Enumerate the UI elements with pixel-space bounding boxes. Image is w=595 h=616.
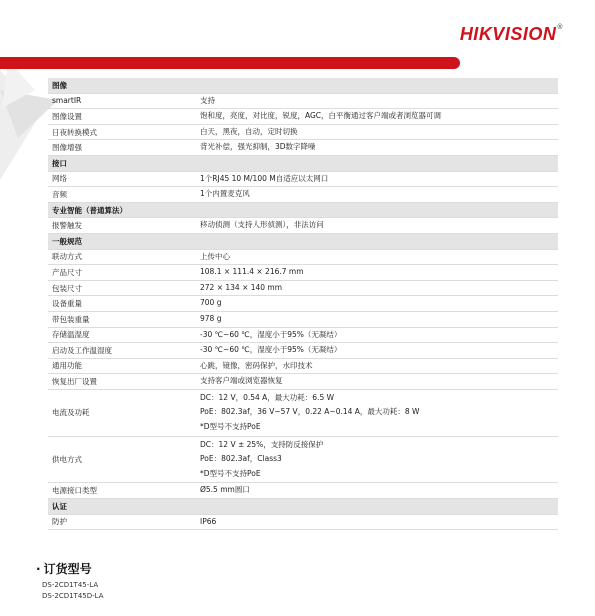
spec-value-line: 支持客户端或浏览器恢复 xyxy=(200,376,283,386)
spec-row xyxy=(48,358,558,374)
spec-key: smartIR xyxy=(48,93,196,109)
model-list xyxy=(42,580,104,602)
spec-value xyxy=(196,109,558,125)
spec-key: 防护 xyxy=(48,514,196,530)
spec-row xyxy=(48,327,558,343)
spec-row xyxy=(48,343,558,359)
spec-row xyxy=(48,483,558,499)
spec-row xyxy=(48,296,558,312)
spec-row xyxy=(48,171,558,187)
section-label: 专业智能（普通算法） xyxy=(48,202,558,218)
spec-value xyxy=(196,93,558,109)
spec-key: 电源接口类型 xyxy=(48,483,196,499)
spec-value xyxy=(196,218,558,234)
spec-value xyxy=(196,187,558,203)
spec-row xyxy=(48,109,558,125)
spec-key: 报警触发 xyxy=(48,218,196,234)
spec-value-line: PoE：802.3af，Class3 xyxy=(200,454,282,464)
red-header-bar xyxy=(0,57,460,69)
spec-row xyxy=(48,124,558,140)
spec-value-line: 978 g xyxy=(200,313,222,323)
spec-key: 存储温湿度 xyxy=(48,327,196,343)
spec-row xyxy=(48,436,558,483)
spec-value-line: 1个RJ45 10 M/100 M自适应以太网口 xyxy=(200,173,329,183)
spec-row xyxy=(48,374,558,390)
registered-mark: ® xyxy=(557,24,563,31)
spec-value-line: 饱和度，亮度，对比度，锐度，AGC，白平衡通过客户端或者浏览器可调 xyxy=(200,111,442,121)
spec-key: 音频 xyxy=(48,187,196,203)
spec-value xyxy=(196,249,558,265)
spec-key: 供电方式 xyxy=(48,436,196,483)
section-header-row xyxy=(48,233,558,249)
spec-value xyxy=(196,296,558,312)
spec-key: 联动方式 xyxy=(48,249,196,265)
spec-row xyxy=(48,218,558,234)
spec-value-line: 心跳，镜像，密码保护，水印技术 xyxy=(200,360,313,370)
spec-key: 通用功能 xyxy=(48,358,196,374)
spec-value-line: 背光补偿，强光抑制，3D数字降噪 xyxy=(200,142,316,152)
spec-key: 图像增强 xyxy=(48,140,196,156)
spec-value xyxy=(196,140,558,156)
spec-value-line: Ø5.5 mm圆口 xyxy=(200,485,250,495)
spec-value-line: DC：12 V ± 25%，支持防反接保护 xyxy=(200,439,324,449)
section-label: 认证 xyxy=(48,499,558,515)
spec-key: 图像设置 xyxy=(48,109,196,125)
spec-table-body xyxy=(48,78,558,530)
spec-value-line: DC：12 V，0.54 A，最大功耗：6.5 W xyxy=(200,392,335,402)
spec-value xyxy=(196,124,558,140)
section-header-row xyxy=(48,202,558,218)
spec-value-line: PoE：802.3af，36 V~57 V，0.22 A~0.14 A，最大功耗：8 W xyxy=(200,407,420,417)
spec-row xyxy=(48,265,558,281)
section-header-row xyxy=(48,499,558,515)
spec-row xyxy=(48,93,558,109)
model-item: DS-2CD1T45-LA xyxy=(42,581,99,589)
bullet: · xyxy=(36,562,41,576)
spec-row xyxy=(48,311,558,327)
section-label: 接口 xyxy=(48,155,558,171)
spec-value-line: *D型号不支持PoE xyxy=(200,422,261,432)
spec-value xyxy=(196,280,558,296)
spec-value xyxy=(196,483,558,499)
spec-value-line: 支持 xyxy=(200,95,215,105)
spec-value-line: 白天，黑夜，自动，定时切换 xyxy=(200,126,298,136)
spec-row xyxy=(48,249,558,265)
spec-value xyxy=(196,311,558,327)
spec-value-line: 700 g xyxy=(200,298,222,308)
spec-value xyxy=(196,171,558,187)
model-item: DS-2CD1T45D-LA xyxy=(42,592,104,600)
spec-row xyxy=(48,140,558,156)
spec-value xyxy=(196,327,558,343)
spec-key: 产品尺寸 xyxy=(48,265,196,281)
spec-key: 网络 xyxy=(48,171,196,187)
order-title: 订货型号 xyxy=(43,562,92,576)
spec-value-line: 108.1 × 111.4 × 216.7 mm xyxy=(200,267,304,277)
spec-value xyxy=(196,389,558,436)
spec-key: 恢复出厂设置 xyxy=(48,374,196,390)
section-label: 一般规范 xyxy=(48,233,558,249)
spec-key: 带包装重量 xyxy=(48,311,196,327)
spec-key: 设备重量 xyxy=(48,296,196,312)
logo-text: HIKVISION xyxy=(459,24,557,44)
spec-row xyxy=(48,280,558,296)
spec-key: 电流及功耗 xyxy=(48,389,196,436)
hikvision-logo xyxy=(460,24,563,45)
spec-row xyxy=(48,187,558,203)
spec-row xyxy=(48,389,558,436)
spec-value xyxy=(196,358,558,374)
spec-value-line: -30 ℃~60 ℃，湿度小于95%（无凝结） xyxy=(200,345,342,355)
spec-key: 启动及工作温湿度 xyxy=(48,343,196,359)
spec-value-line: IP66 xyxy=(200,516,217,526)
spec-value xyxy=(196,374,558,390)
spec-value xyxy=(196,436,558,483)
spec-value-line: 1个内置麦克风 xyxy=(200,189,250,199)
spec-key: 包装尺寸 xyxy=(48,280,196,296)
section-label: 图像 xyxy=(48,78,558,93)
spec-value xyxy=(196,265,558,281)
spec-key: 日夜转换模式 xyxy=(48,124,196,140)
section-header-row xyxy=(48,78,558,93)
spec-row xyxy=(48,514,558,530)
spec-value xyxy=(196,343,558,359)
spec-value xyxy=(196,514,558,530)
spec-value-line: *D型号不支持PoE xyxy=(200,468,261,478)
spec-value-line: -30 ℃~60 ℃，湿度小于95%（无凝结） xyxy=(200,329,342,339)
spec-value-line: 上传中心 xyxy=(200,251,230,261)
spec-value-line: 移动侦测（支持人形侦测），非法访问 xyxy=(200,220,324,230)
spec-table xyxy=(48,78,558,530)
order-model-heading xyxy=(36,560,92,577)
section-header-row xyxy=(48,155,558,171)
spec-value-line: 272 × 134 × 140 mm xyxy=(200,282,283,292)
